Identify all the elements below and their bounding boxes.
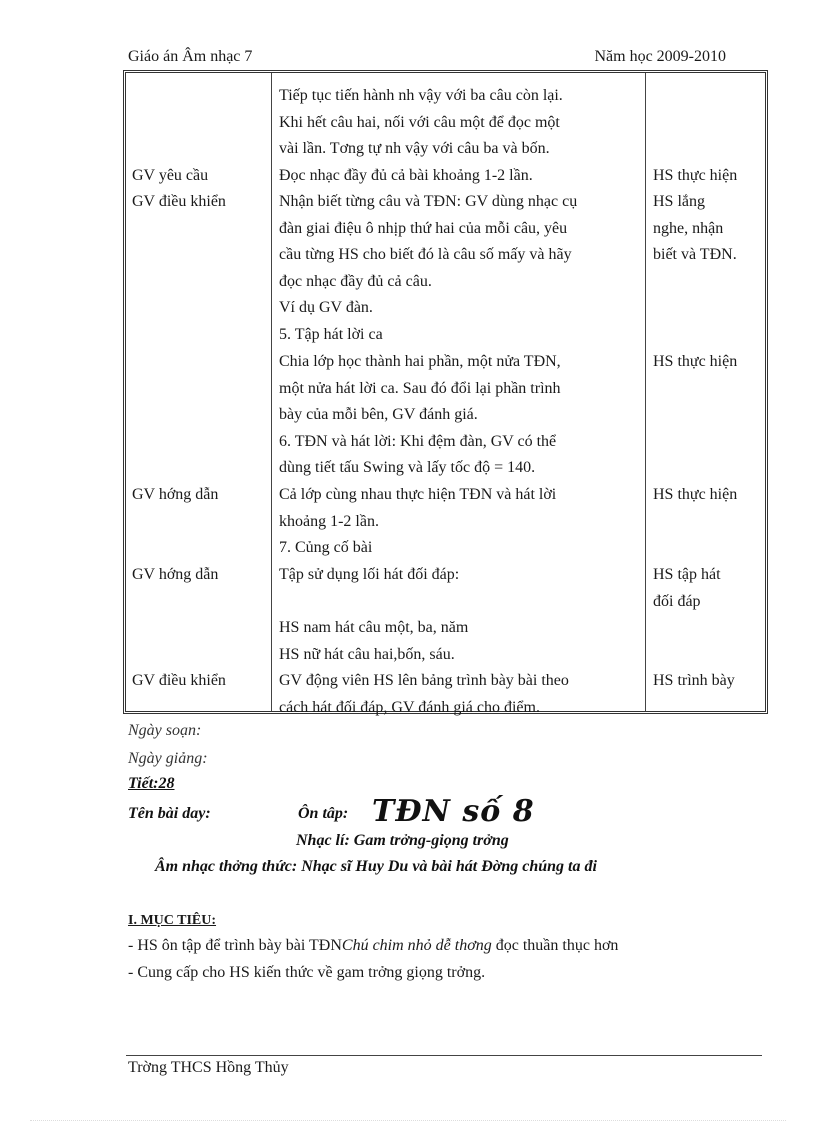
- table-cell-teacher: [132, 562, 267, 589]
- footer-divider: [126, 1055, 762, 1056]
- cell-text: GV hớng dẫn: [132, 566, 219, 583]
- lesson-name-label: Tên bài day:: [128, 805, 211, 822]
- table-cell-student: [653, 189, 761, 269]
- cell-text: HS trình bày: [653, 672, 735, 689]
- column-divider: [271, 73, 272, 711]
- song-title: Chú chim nhỏ dễ thơng: [341, 937, 492, 954]
- cell-text: HS lắng: [653, 193, 705, 210]
- cell-text: HS tập hát: [653, 566, 721, 583]
- tdn-title: TĐN số 8: [372, 794, 535, 829]
- footer-school: Trờng THCS Hồng Thủy: [128, 1059, 289, 1076]
- page-header: [128, 48, 726, 70]
- table-cell-teacher: [132, 163, 267, 190]
- teach-date-label: Ngày giảng:: [128, 750, 208, 767]
- cell-text: GV yêu cầu: [132, 167, 209, 184]
- table-cell-activity: [279, 163, 641, 190]
- cell-text: một nửa hát lời ca. Sau đó đổi lại phần trình: [279, 379, 561, 397]
- cell-text: bày của mỗi bên, GV đánh giá.: [279, 406, 478, 424]
- header-left: Giáo án Âm nhạc 7: [128, 48, 253, 65]
- table-cell-teacher: [132, 189, 267, 216]
- cell-text: HS nam hát câu một, ba, năm: [279, 619, 469, 637]
- table-cell-student: [653, 482, 761, 509]
- cell-text: GV điều khiển: [132, 193, 226, 210]
- table-cell-activity: [279, 189, 641, 349]
- cell-text: 7. Củng cố bài: [279, 539, 373, 557]
- table-cell-activity: [279, 482, 641, 562]
- cell-text: vài lần. Tơng tự nh vậy với câu ba và bốn.: [279, 140, 550, 158]
- cell-text: [279, 589, 641, 616]
- column-divider: [645, 73, 646, 711]
- review-label: Ôn tâp:: [298, 805, 349, 822]
- cell-text: Ví dụ GV đàn.: [279, 299, 373, 317]
- lesson-table: [123, 70, 768, 714]
- objective-text: - HS ôn tập để trình bày bài TĐN: [128, 937, 342, 954]
- table-cell-activity: [279, 562, 641, 668]
- cell-text: HS thực hiện: [653, 486, 738, 503]
- cell-text: cách hát đối đáp, GV đánh giá cho điểm.: [279, 698, 540, 716]
- cell-text: Chia lớp học thành hai phần, một nửa TĐN,: [279, 353, 561, 370]
- cell-text: GV hớng dẫn: [132, 486, 219, 503]
- objective-2: - Cung cấp cho HS kiến thức về gam trởng giọng trởng.: [128, 964, 486, 981]
- cell-text: Đọc nhạc đầy đủ cả bài khoảng 1-2 lần.: [279, 167, 533, 184]
- music-appreciation-line: Âm nhạc thởng thức: Nhạc sĩ Huy Du và bài hát Đờng chúng ta đi: [155, 858, 597, 875]
- cell-text: GV động viên HS lên bảng trình bày bài theo: [279, 672, 569, 689]
- cell-text: đối đáp: [653, 592, 701, 610]
- cell-text: cầu từng HS cho biết đó là câu số mấy và hãy: [279, 246, 572, 264]
- cell-text: HS thực hiện: [653, 353, 738, 370]
- cell-text: GV điều khiển: [132, 672, 226, 689]
- cell-text: Cả lớp cùng nhau thực hiện TĐN và hát lời: [279, 486, 557, 503]
- objective-1: [128, 937, 618, 955]
- table-cell-student: [653, 349, 761, 376]
- music-theory-line: Nhạc lí: Gam trởng-giọng trởng: [296, 832, 509, 849]
- table-cell-student: [653, 163, 761, 190]
- table-cell-student: [653, 562, 761, 615]
- table-cell-activity: [279, 668, 641, 721]
- cell-text: Tiếp tục tiến hành nh vậy với ba câu còn lại.: [279, 87, 563, 104]
- cell-text: Khi hết câu hai, nối với câu một để đọc một: [279, 113, 560, 131]
- header-right: Năm học 2009-2010: [594, 48, 726, 65]
- table-cell-teacher: [132, 482, 267, 509]
- cell-text: 5. Tập hát lời ca: [279, 325, 383, 343]
- table-cell-student: [653, 668, 761, 695]
- cell-text: 6. TĐN và hát lời: Khi đệm đàn, GV có thể: [279, 432, 557, 450]
- cell-text: dùng tiết tấu Swing và lấy tốc độ = 140.: [279, 459, 536, 477]
- section-heading: I. MỤC TIÊU:: [128, 913, 217, 928]
- cell-text: HS thực hiện: [653, 167, 738, 184]
- cell-text: khoảng 1-2 lần.: [279, 512, 379, 530]
- prep-date-label: Ngày soạn:: [128, 722, 202, 739]
- table-cell-activity: [279, 349, 641, 482]
- cell-text: nghe, nhận: [653, 219, 724, 237]
- cell-text: Nhận biết từng câu và TĐN: GV dùng nhạc cụ: [279, 193, 578, 210]
- lesson-number: Tiết:28: [128, 775, 175, 792]
- cell-text: đàn giai điệu ô nhịp thứ hai của mỗi câu, yêu: [279, 219, 568, 237]
- table-cell-teacher: [132, 668, 267, 695]
- cell-text: Tập sử dụng lối hát đối đáp:: [279, 566, 460, 583]
- cell-text: đọc nhạc đầy đủ cả câu.: [279, 272, 432, 290]
- cell-text: HS nữ hát câu hai,bốn, sáu.: [279, 645, 455, 663]
- objective-text: đọc thuần thục hơn: [491, 937, 619, 954]
- table-row: [279, 83, 641, 163]
- cell-text: biết và TĐN.: [653, 246, 737, 264]
- page-edge: [30, 1120, 786, 1121]
